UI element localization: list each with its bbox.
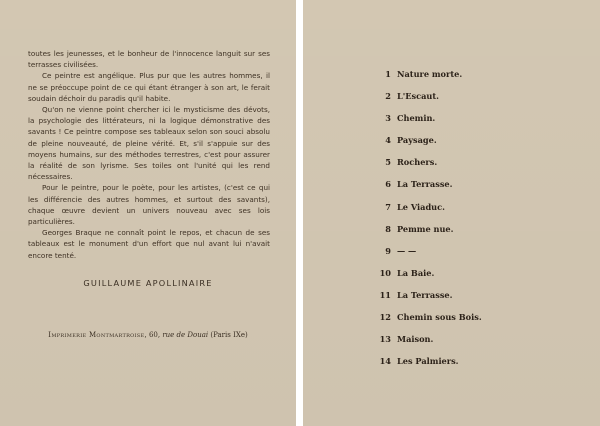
item-number: 10 xyxy=(379,267,391,278)
item-title: Le Viaduc. xyxy=(397,201,445,212)
list-item xyxy=(374,196,482,218)
list-item xyxy=(374,284,482,306)
item-title: Nature morte. xyxy=(397,69,463,79)
printer-name: Imprimerie Montmartroise xyxy=(48,331,145,339)
item-number: 2 xyxy=(385,91,391,102)
list-item xyxy=(374,129,482,151)
left-page xyxy=(0,0,296,426)
list-item xyxy=(374,262,482,284)
item-number: 6 xyxy=(385,179,391,190)
list-item xyxy=(374,306,482,328)
item-number: 1 xyxy=(385,69,391,79)
item-number: 9 xyxy=(385,245,391,256)
list-item xyxy=(374,151,482,173)
paragraph: Ce peintre est angélique. Plus pur que les autres hommes, il ne se préoccupe point de ce qui étant étranger à son art, le ferait soudain déchoir du paradis qu'il habite. xyxy=(28,71,270,103)
item-title: La Terrasse. xyxy=(397,289,453,300)
item-title: — — xyxy=(397,245,417,256)
paragraph: Pour le peintre, pour le poète, pour les artistes, (c'est ce qui les différencie des autres hommes, et surtout des savants), chaque œuvre devient un univers nouveau avec ses lois particulières. xyxy=(28,183,270,227)
list-item xyxy=(374,328,482,350)
list-item xyxy=(374,350,482,372)
artwork-list xyxy=(374,63,482,372)
item-number: 7 xyxy=(385,201,391,212)
item-number: 11 xyxy=(379,289,391,300)
item-number: 4 xyxy=(385,135,391,146)
item-number: 3 xyxy=(385,113,391,124)
list-item xyxy=(374,218,482,240)
list-item xyxy=(374,173,482,195)
item-title: La Terrasse. xyxy=(397,179,453,190)
printer-imprint xyxy=(0,331,296,339)
paragraph: toutes les jeunesses, et le bonheur de l'innocence languit sur ses terrasses civilisées. xyxy=(28,49,270,70)
item-title: Chemin. xyxy=(397,113,436,124)
item-number: 12 xyxy=(379,312,391,323)
item-number: 13 xyxy=(379,334,391,345)
item-title: Rochers. xyxy=(397,157,438,168)
list-item xyxy=(374,85,482,107)
item-title: La Baie. xyxy=(397,267,435,278)
paragraph: Qu'on ne vienne point chercher ici le mysticisme des dévots, la psychologie des littérateurs, ni la logique démonstrative des savants ! Ce peintre compose ses tableaux selon son souci absolu de pleine nouveauté, de pleine vérité. Et, s'il s'appuie sur des moyens humains, sur des méthodes terrestres, c'est pour assurer la réalité de son lyrisme. Ses toiles ont l'unité qui les rend nécessaires. xyxy=(28,105,270,182)
list-item xyxy=(374,107,482,129)
item-title: Paysage. xyxy=(397,135,437,146)
right-page xyxy=(303,0,600,426)
paragraph: Georges Braque ne connaît point le repos, et chacun de ses tableaux est le monument d'un effort que nul avant lui n'avait encore tenté. xyxy=(28,228,270,260)
list-item xyxy=(374,240,482,262)
item-title: Les Palmiers. xyxy=(397,356,459,367)
item-title: L'Escaut. xyxy=(397,91,439,102)
item-number: 8 xyxy=(385,223,391,234)
printer-number: , 60, xyxy=(144,331,163,339)
printer-city: (Paris IXe) xyxy=(208,331,248,339)
item-title: Pemme nue. xyxy=(397,223,454,234)
list-item xyxy=(374,63,482,85)
item-title: Maison. xyxy=(397,334,434,345)
author-signature: GUILLAUME APOLLINAIRE xyxy=(83,278,213,288)
item-number: 5 xyxy=(385,157,391,168)
item-title: Chemin sous Bois. xyxy=(397,312,482,323)
item-number: 14 xyxy=(379,356,391,367)
printer-street: rue de Douai xyxy=(162,331,209,339)
preface-text xyxy=(28,48,270,261)
